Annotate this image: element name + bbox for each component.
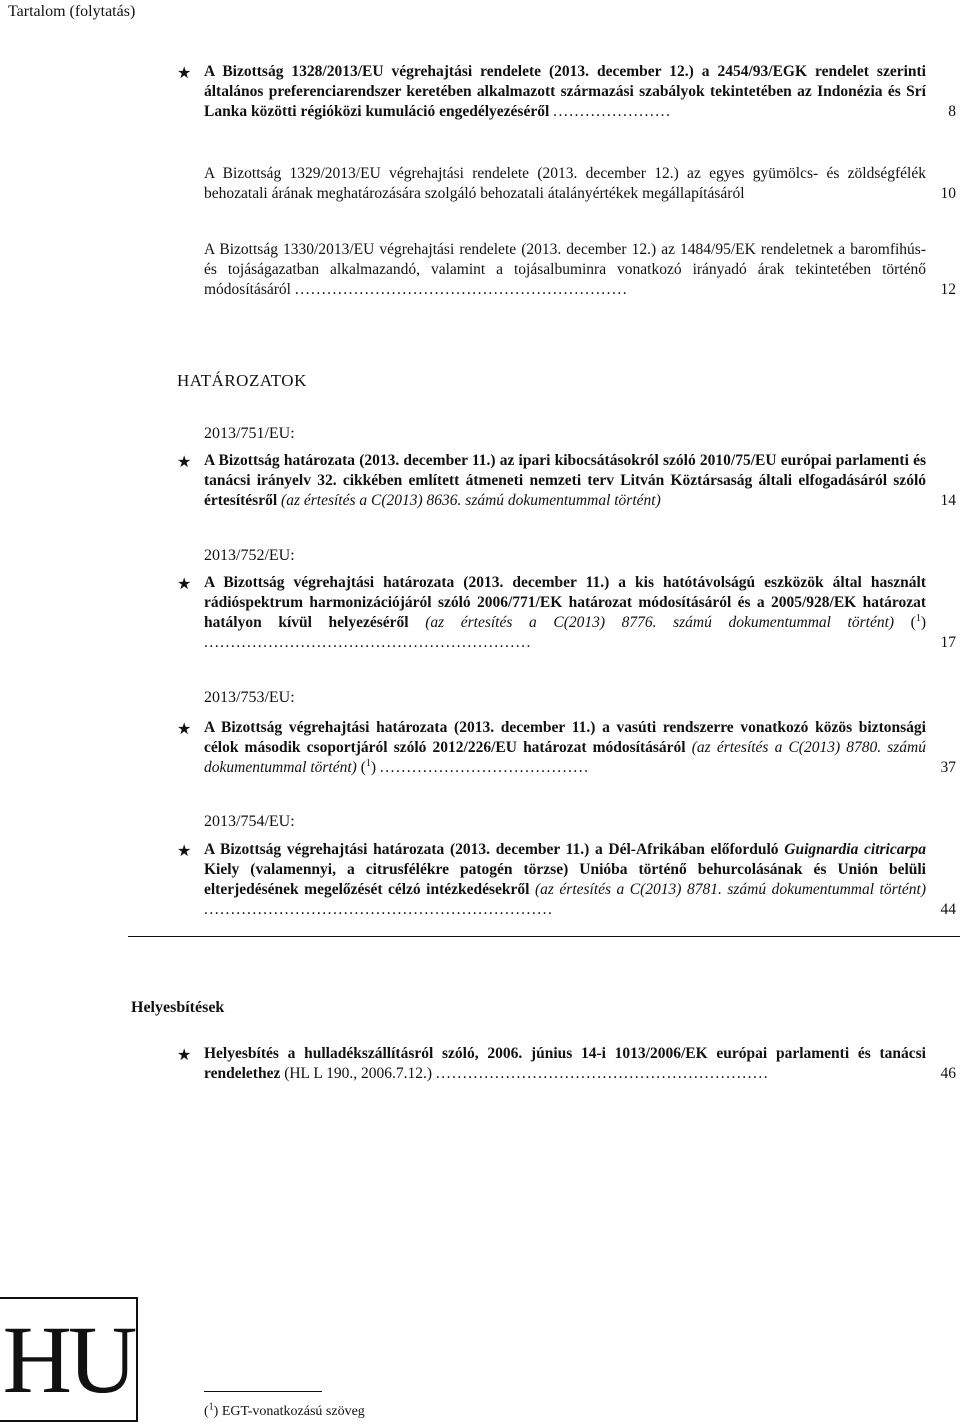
- page-number: 37: [940, 759, 956, 776]
- toc-entry-correction[interactable]: [204, 1044, 926, 1084]
- decision-number: 2013/752/EU:: [204, 547, 295, 564]
- language-badge: [0, 1297, 138, 1422]
- toc-entry-text: A Bizottság végrehajtási határozata (2013. december 11.) a vasúti rendszerre vonatkozó közös biztonsági célok második csoportjáról szóló 2012/226/EU határozat módosításáról (az értesítés a C(2013) 8780. számú dokumentummal történt) ($^1$) .......................................: [204, 719, 926, 776]
- page-number: 14: [940, 492, 956, 509]
- star-icon: ★: [177, 576, 192, 593]
- decision-number: 2013/751/EU:: [204, 425, 295, 442]
- language-code: HU: [2, 1305, 134, 1413]
- toc-entry-text: A Bizottság végrehajtási határozata (2013. december 11.) a kis hatótávolságú eszközök által használt rádióspektrum harmonizációjáról szóló 2006/771/EK határozat módosításáról és a 2005/928/EK határozat hatályon kívül helyezéséről (az értesítés a C(2013) 8776. számú dokumentummal történt) ($^1$) .............................................................: [204, 574, 926, 651]
- section-divider: [128, 936, 960, 937]
- toc-entry-1330[interactable]: [204, 240, 926, 300]
- toc-entry-text: A Bizottság 1330/2013/EU végrehajtási rendelete (2013. december 12.) az 1484/95/EK rendeletnek a baromfihús- és tojáságazatban alkalmazandó, valamint a tojásalbuminra vonatkozó irányadó árak tekintetében történő módosításáról ..............................................................: [204, 241, 926, 298]
- toc-entry-1328[interactable]: [204, 62, 926, 122]
- footnote-rule: [204, 1391, 322, 1392]
- toc-entry-754[interactable]: [204, 840, 926, 920]
- corrections-title: Helyesbítések: [131, 999, 225, 1016]
- toc-entry-752[interactable]: [204, 573, 926, 653]
- page-number: 12: [940, 281, 956, 298]
- decision-number: 2013/754/EU:: [204, 813, 295, 830]
- section-title: HATÁROZATOK: [177, 371, 307, 390]
- toc-entry-753[interactable]: [204, 718, 926, 778]
- toc-entry-text: A Bizottság 1329/2013/EU végrehajtási rendelete (2013. december 12.) az egyes gyümölcs- és zöldségfélék behozatali árának meghatározására szolgáló behozatali átalányértékek megállapításáról: [204, 165, 926, 202]
- page-number: 10: [940, 185, 956, 202]
- page-number: 17: [940, 634, 956, 651]
- star-icon: ★: [177, 843, 192, 860]
- footnote: ($^1$) EGT-vonatkozású szöveg: [204, 1401, 365, 1419]
- toc-entry-text: A Bizottság határozata (2013. december 11.) az ipari kibocsátásokról szóló 2010/75/EU európai parlamenti és tanácsi irányelv 32. cikkében említett átmeneti nemzeti terv Litván Köztársaság általi elfogadásáról szóló értesítésről (az értesítés a C(2013) 8636. számú dokumentummal történt): [204, 452, 926, 509]
- star-icon: ★: [177, 65, 192, 82]
- page-number: 46: [940, 1065, 956, 1082]
- toc-entry-text: A Bizottság 1328/2013/EU végrehajtási rendelete (2013. december 12.) a 2454/93/EGK rendelet szerinti általános preferenciarendszer keretében alkalmazott származási szabályok tekintetében az Indonézia és Srí Lanka közötti régióközi kumuláció engedélyezéséről ......................: [204, 63, 926, 120]
- toc-entry-text: A Bizottság végrehajtási határozata (2013. december 11.) a Dél-Afrikában előforduló Guignardia citricarpa Kiely (valamennyi, a citrusfélékre patogén törzse) Unióba történő behurcolásának és Unión belüli elterjedésének megelőzését célzó intézkedésekről (az értesítés a C(2013) 8781. számú dokumentummal történt) .................................................................: [204, 841, 927, 918]
- toc-entry-751[interactable]: [204, 451, 926, 511]
- page-header: Tartalom (folytatás): [8, 3, 136, 20]
- page-number: 44: [940, 901, 956, 918]
- page-number: 8: [948, 103, 956, 120]
- star-icon: ★: [177, 1047, 192, 1064]
- star-icon: ★: [177, 721, 192, 738]
- decision-number: 2013/753/EU:: [204, 689, 295, 706]
- toc-entry-1329[interactable]: [204, 164, 926, 204]
- toc-entry-text: Helyesbítés a hulladékszállításról szóló, 2006. június 14-i 1013/2006/EK európai parlamenti és tanácsi rendelethez (HL L 190., 2006.7.12.) ..............................................................: [204, 1045, 926, 1082]
- star-icon: ★: [177, 454, 192, 471]
